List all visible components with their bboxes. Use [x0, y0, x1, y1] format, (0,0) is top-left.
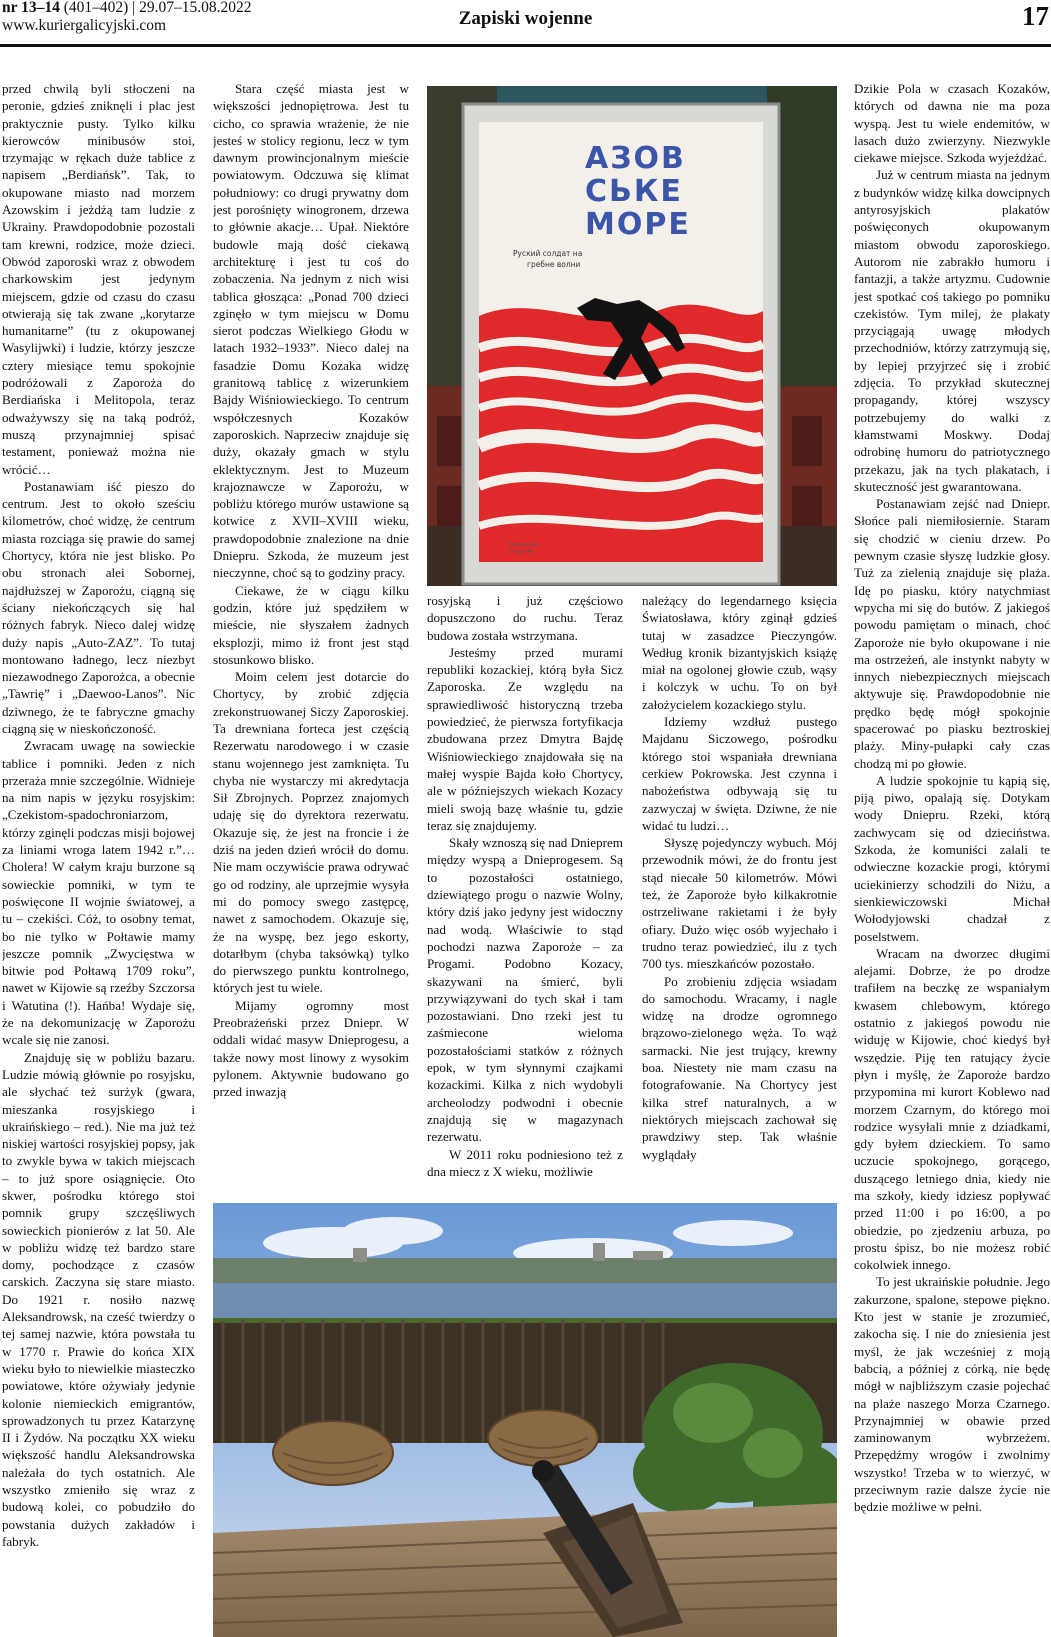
article-paragraph: Dzikie Pola w czasach Kozaków, których od dawna nie ma poza wyspą. Jest tu wiele endemitów, w lasach dużo zwierzyny. Niezwykle ciekawe miejsce. Szkoda wyjeżdżać. — [854, 81, 1050, 166]
article-paragraph: Słyszę pojedynczy wybuch. Mój przewodnik mówi, że do frontu jest stąd niecałe 50 kilometrów. Mówi też, że Zaporoże było kilkakrotnie ostrzeliwane rakietami i że były ofiary. Dużo więc osób wyjechało i trudno teraz powiedzieć, ilu z tych 700 tys. mieszkańców pozostało. — [642, 835, 837, 972]
article-paragraph: A ludzie spokojnie tu kąpią się, piją piwo, opalają się. Dotykam wody Dniepru. Rzeki, którą zachwycam się od dzieciństwa. Szkoda, że komuniści zalali te odwieczne kozackie progi, którymi uciekinierzy schodzili do Niżu, a sienkiewiczowski Michał Wołodyjowski chadzał z poselstwem. — [854, 772, 1050, 944]
article-paragraph: Po zrobieniu zdjęcia wsiadam do samochodu. Wracamy, i nagle widzę na drodze ogromnego brązowo-zielonego węża. To wąż sarmacki. Nie jest trujący, krewny boa. Niestety nie mam czasu na fotografowanie. Na Chortycy jest kilka stref naturalnych, a w niektórych miejscach zachował się prawdziwy step. Tak właśnie wyglądały — [642, 973, 837, 1162]
article-paragraph: Skały wznoszą się nad Dnieprem między wyspą a Dnieprogesem. Są to pozostałości ostatniego, dziewiątego progu o nazwie Wolny, który dziś jako jedyny jest widoczny nad wodą. Właściwie to stąd pochodzi nazwa Zaporoże – za Progami. Podobno Kozacy, skazywani na śmierć, byli przywiązywani do tych skał i tam pozostawiani. Dno rzeki jest tu zaśmiecone wieloma pozostałościami statków z różnych epok, w tym słynnymi czajkami kozackimi. Kilka z nich wydobyli archeolodzy podwodni i obecnie znajdują się w magazynach rezerwatu. — [427, 835, 623, 1145]
poster-title-line-2: СЬКЕ — [585, 174, 683, 209]
fortress-cannon-photo — [213, 1203, 837, 1637]
article-paragraph: Stara część miasta jest w większości jednopiętrowa. Jest tu cicho, co sprawia wrażenie, że nie jesteś w stolicy regionu, lecz w tym dawnym prowincjonalnym mieście powiatowym. Odczuwa się klimat południowy: co drugi prywatny dom jest porośnięty winogronem, drzewa to głównie akacje… Upał. Niektóre budowle mają dość ciekawą architekturę i jest tu coś do zobaczenia. Na jednym z nich wisi tablica głosząca: „Ponad 700 dzieci zginęło w tym miejscu w Domu sierot podczas Wielkiego Głodu w latach 1932–1933”. Nieco dalej na fasadzie Domu Kozaka widzę granitową tablicę z wizerunkiem Bajdy Wiśniowieckiego. To centrum współczesnych Kozaków zaporoskich. Naprzeciw znajduje się duży, okazały gmach w stylu eklektycznym. Jest to Muzeum krajoznawcze w Zaporożu, w pobliżu którego murów ustawione są kotwice z XVII–XVIII wieku, prawdopodobnie znalezione na dnie Dniepru. Szkoda, że muzeum jest nieczynne, choć są to godziny pracy. — [213, 81, 409, 581]
article-column-4 — [642, 592, 837, 1197]
article-paragraph: Zwracam uwagę na sowieckie tablice i pomniki. Jeden z nich przeraża mnie szczególnie. Widnieje na nim napis w języku rosyjskim: „Czekistom-spadochroniarzom, którzy zginęli podczas misji bojowej za liniami wroga latem 1942 r.”… Cholera! W całym kraju burzone są sowieckie pomniki, w tym te poświęcone II wojnie światowej, a tu – czekiści. Cóż, to osobny temat, bo nie tylko w Połtawie mamy jeszcze pomnik „Zwycięstwa w bitwie pod Połtawą 1709 roku”, nawet w Kijowie są rzeźby Szczorsa i Watutina (!). Hańba! Wydaje się, że na dekomunizację w Zaporożu wcale się nie zanosi. — [2, 738, 195, 1048]
article-paragraph: Mijamy ogromny most Preobrażeński przez Dniepr. W oddali widać masyw Dnieprogesu, a także nowy most linowy z wysokim pylonem. Aktywnie budowano go przed inwazją — [213, 997, 409, 1100]
article-paragraph: Postanawiam zejść nad Dniepr. Słońce pali niemiłosiernie. Staram się chodzić w cieniu drzew. Po pewnym czasie słyszę ludzkie głosy. Tuż za zielenią znajduje się plaża. Idę po piasku, który natychmiast wpycha mi się do butów. Z jakiegoś powodu pamiętam o minach, choć Zaporoże nie było okupowane i nie ma ostrzeżeń, ale instynkt nabyty w innych niebezpiecznych miejscach aktywuje się. Prawdopodobnie nie prędko będę mógł spokojnie spacerować po piasku beztroskiej plaży. Miny-pułapki cały czas chodzą mi po głowie. — [854, 496, 1050, 771]
poster-title-line-3: МОРЕ — [585, 207, 691, 242]
poster-title-line-1: АЗОВ — [585, 141, 686, 176]
article-paragraph: Znajduję się w pobliżu bazaru. Ludzie mówią głównie po rosyjsku, ale słychać też surżyk (gwara, mieszanka rosyjskiego i ukraińskiego – red.). Nie ma już też niskiej wartości rosyjskiej popsy, jak to zwykle bywa w takich miejscach – to już spore osiągnięcie. Oto skwer, pośrodku którego stoi pomnik grupy szczęśliwych sowieckich pionierów z lat 50. Ale w pobliżu widzę też bardzo stare domy, pochodzące z czasów carskich. Zaczyna się stare miasto. Do 1921 r. nosiło nazwę Aleksandrowsk, na cześć twierdzy o tej samej nazwie, która powstała tu w 1770 r. Prawie do końca XIX wieku było to niewielkie miasteczko powiatowe, które ożywiały jedynie kolonie niemieckich emigrantów, sprowadzonych tu przez Katarzynę II i Żydów. Na początku XX wieku większość handlu Aleksandrowska należała do tych ostatnich. Ale wszystko zmieniło się wraz z budową kolei, co pobudziło do powstania dużych zakładów i fabryk. — [2, 1049, 195, 1549]
article-column-3 — [427, 592, 623, 1197]
article-paragraph: przed chwilą byli stłoczeni na peronie, gdzieś zniknęli i plac jest praktycznie pusty. Tylko kilku kierowców minibusów stoi, trzymając w rękach duże tablice z napisem „Berdiańsk”. Tak, to okupowane miasto nad morzem Azowskim i jeżdżą tam ludzie z Ukrainy. Prawdopodobnie pozostali tam krewni, rodzice, może dzieci. Obwód zaporoski wraz z obwodem charkowskim jest jedynym miejscem, gdzie od czasu do czasu otwierają się tak zwane „korytarze humanitarne” (tu z okupowanej Wasylijwki) i ludzie, którzy jeszcze cztery miesiące temu spokojnie podróżowali z Zaporoża do Berdiańska i Melitopola, teraz odważywszy się na taką podróż, muszą przynajmniej spisać testament, ponieważ można nie wrócić… — [2, 81, 195, 477]
article-paragraph: Już w centrum miasta na jednym z budynków widzę kilka dowcipnych antyrosyjskich plakatów poświęconych okupowanym miastom obwodu zaporoskiego. Autorom nie zabrakło humoru i fantazji, a także artyzmu. Cudownie jest spotkać coś takiego po pomniku czekistów. Tym milej, że plakaty przyciągają uwagę młodych przechodniów, którzy zatrzymują się, by lepiej przyjrzeć się i zrobić zdjęcia. To przykład skutecznej propagandy, której wszyscy potrzebujemy do walki z kłamstwami Moskwy. Dodaj odrobinę humoru do patriotycznego przekazu, jak na tych plakatach, i skuteczność jest gwarantowana. — [854, 167, 1050, 494]
article-paragraph: Jesteśmy przed murami republiki kozackiej, którą była Sicz Zaporoska. Ze względu na sprawiedliwość historyczną trzeba powiedzieć, że pierwsza fortyfikacja zbudowana przez Dmytra Bajdę Wiśniowieckiego znajdowała się na małej wyspie Bajda koło Chortycy, ale w późniejszych wiekach Kozacy mieli swoją bazę właśnie tu, gdzie teraz się znajdujemy. — [427, 644, 623, 833]
article-paragraph: Wracam na dworzec długimi alejami. Dobrze, że po drodze trafiłem na beczkę ze wspaniałym kwasem chlebowym, którego ostatnio z jakiegoś powodu nie widuję w Kijowie, choć kiedyś był wszędzie. Piję ten ratujący życie płyn i myślę, że Zaporoże bardzo przypomina mi kurort Koblewo nad morzem Czarnym, do którego moi rodzice wysyłali mnie z dziadkami, gdy byłem dzieckiem. To samo uczucie spokojnego, gorącego, duszącego letniego dnia, kiedy nie ma szkoły, kiedy idziesz popływać przed 11:00 i po 16:00, a po obiedzie, po zjedzeniu arbuza, po prostu śpisz, bo nie możesz robić cokolwiek innego. — [854, 945, 1050, 1273]
poster-small-print-1: Украинська — [509, 542, 540, 548]
page-header — [0, 0, 1051, 47]
page-number: 17 — [1022, 1, 1049, 31]
issue-number: nr 13–14 — [2, 0, 60, 16]
website-link[interactable]: www.kuriergalicyjski.com — [2, 17, 167, 34]
section-title: Zapiski wojenne — [458, 8, 593, 29]
article-column-5 — [854, 80, 1050, 1637]
article-paragraph: Postanawiam iść pieszo do centrum. Jest to około sześciu kilometrów, choć widzę, że centrum miasta rozciąga się prawie do samej Chortycy, która nie jest blisko. Po obu stronach alei Sobornej, najdłuższej w Zaporożu, ciągną się ściany niekończących się hal różnych fabryk. Nieco dalej widzę duży napis „Auto-ZAZ”. To tutaj montowano ładnego, lecz niezbyt niezawodnego Zaporożca, a obecnie „Tawrię” i „Daewoo-Lanos”. Nic dziwnego, że te fabryczne gmachy ciągną się w nieskończoność. — [2, 478, 195, 736]
article-paragraph: rosyjską i już częściowo dopuszczono do ruchu. Teraz budowa została wstrzymana. — [427, 593, 623, 643]
article-paragraph: W 2011 roku podniesiono też z dna miecz z X wieku, możliwie — [427, 1146, 623, 1179]
article-paragraph: To jest ukraińskie południe. Jego zakurzone, spalone, stepowe piękno. Kto jest w stanie je zrozumieć, zakocha się. I nie do zniesienia jest myśl, że jak wcześniej z moją babcią, a później z córką, nie będę mógł w najbliższym czasie pojechać na plaże naszego Morza Czarnego. Przynajmniej w obawie przed zaminowanym wybrzeżem. Przepędźmy wrogów i zwolnimy wszystko! Trzeba w to wierzyć, w przeciwnym razie dalsze życie nie będzie możliwe w pełni. — [854, 1274, 1050, 1515]
article-paragraph: Ciekawe, że w ciągu kilku godzin, które już spędziłem w mieście, nie słyszałem żadnych eksplozji, mimo iż front jest stąd stosunkowo blisko. — [213, 582, 409, 667]
article-column-1 — [2, 80, 195, 1637]
issue-dates: (401–402) | 29.07–15.08.2022 — [59, 0, 252, 16]
article-paragraph: należący do legendarnego księcia Światosława, który zginął gdzieś tutaj w zasadzce Pieczyngów. Według kronik bizantyjskich książę miał na ogolonej głowie czub, wąsy i kolczyk w uchu. To on był założycielem kozackiego stylu. — [642, 593, 837, 712]
poster-subtitle-line-1: Руский солдат на — [513, 249, 583, 258]
poster-photo — [427, 86, 837, 586]
article-column-2 — [213, 80, 409, 1197]
article-paragraph: Moim celem jest dotarcie do Chortycy, by zrobić zdjęcia zrekonstruowanej Siczy Zaporoskiej. Ta drewniana forteca jest częścią Rezerwatu narodowego i w czasie stanu wojennego jest zamknięta. Tu chyba nie wystarczy mi akredytacja Sił Zbrojnych. Poprzez znajomych udaję się do dyrektora rezerwatu. Okazuje się, że jest na froncie i że dziś na jeden dzień wrócił do domu. Nie mam oczywiście prawa odrywać go od rodziny, ale uprzejmie wysyła mi do pomocy swego zastępcę, nawet z samochodem. Okazuje się, że na wyspę, bez jego eskorty, dotarłbym (chyba taksówką) tylko do pierwszego punktu kontrolnego, których jest tu wiele. — [213, 669, 409, 996]
poster-subtitle-line-2: гребне волни — [527, 260, 581, 269]
article-paragraph: Idziemy wzdłuż pustego Majdanu Siczowego, pośrodku którego stoi wspaniała drewniana cerkiew Pokrowska. Jest czynna i nabożeństwa odbywają się tu zazwyczaj w święta. Dziwne, że nie widać tu ludzi… — [642, 714, 837, 833]
poster-small-print-2: Студія М... — [509, 549, 537, 555]
